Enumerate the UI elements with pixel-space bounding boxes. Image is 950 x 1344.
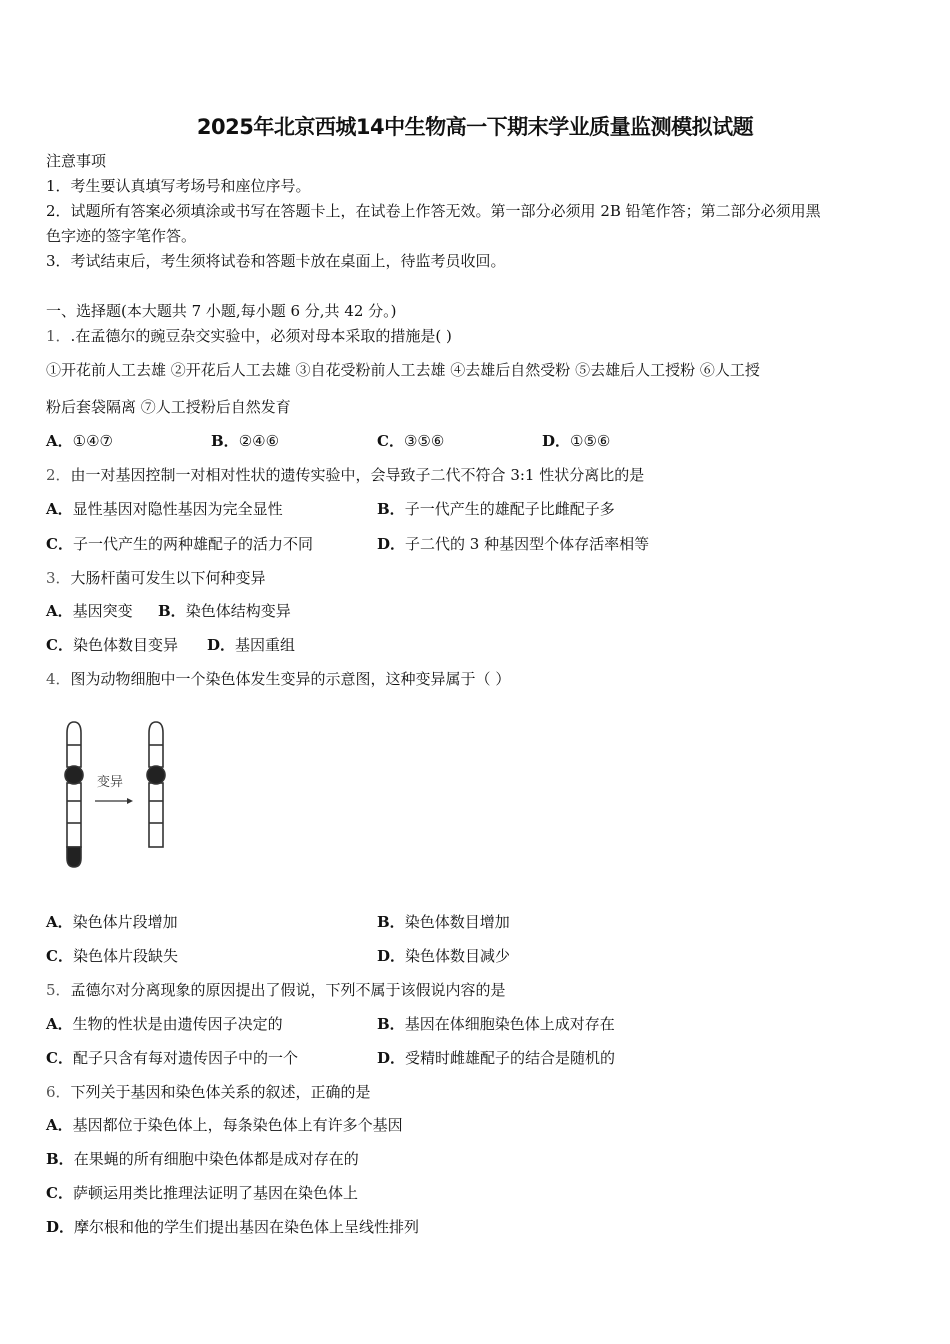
option-letter: A．	[46, 1015, 73, 1033]
question-number: 2．	[46, 466, 71, 484]
chromosome-variation-figure	[55, 715, 185, 875]
option-letter: D．	[46, 1218, 75, 1236]
option-text: 萨顿运用类比推理法证明了基因在染色体上	[72, 1184, 358, 1202]
option-text: 子一代产生的雄配子比雌配子多	[404, 500, 615, 518]
question-6-stem	[46, 1082, 371, 1102]
option-letter: A．	[46, 1116, 73, 1134]
q2-option-c[interactable]	[46, 534, 313, 554]
question-3-stem	[46, 568, 266, 588]
option-text: 基因突变	[72, 602, 133, 620]
question-5-stem	[46, 980, 506, 1000]
notice-item-2-cont: 色字迹的签字笔作答。	[46, 227, 197, 245]
option-text: ①④⑦	[72, 432, 113, 450]
option-letter: B．	[158, 602, 186, 620]
q4-option-c[interactable]	[46, 946, 178, 966]
question-number: 4．	[46, 670, 71, 688]
option-letter: C．	[46, 1184, 73, 1202]
option-letter: D．	[377, 1049, 406, 1067]
option-letter: B．	[377, 500, 405, 518]
option-letter: B．	[211, 432, 239, 450]
option-letter: B．	[377, 913, 405, 931]
option-text: ①⑤⑥	[570, 432, 611, 450]
section-heading: 一、选择题(本大题共 7 小题,每小题 6 分,共 42 分。)	[46, 302, 397, 320]
option-letter: C．	[46, 947, 73, 965]
option-text: 摩尔根和他的学生们提出基因在染色体上呈线性排列	[74, 1218, 420, 1236]
q3-option-a[interactable]	[46, 601, 133, 621]
original-chromosome-icon	[65, 722, 83, 867]
option-letter: A．	[46, 913, 73, 931]
notice-heading: 注意事项	[46, 152, 107, 170]
question-1-statements-line2: 粉后套袋隔离 ⑦人工授粉后自然发育	[46, 398, 291, 416]
q3-option-c[interactable]	[46, 635, 178, 655]
question-1-stem	[46, 326, 452, 346]
option-text: ②④⑥	[238, 432, 280, 450]
option-text: 基因重组	[235, 636, 296, 654]
option-letter: A．	[46, 500, 73, 518]
option-text: 受精时雌雄配子的结合是随机的	[405, 1049, 616, 1067]
q4-option-a[interactable]	[46, 912, 178, 932]
option-text: 在果蝇的所有细胞中染色体都是成对存在的	[73, 1150, 359, 1168]
option-letter: A．	[46, 602, 73, 620]
option-text: 基因在体细胞染色体上成对存在	[404, 1015, 615, 1033]
page-title: 2025年北京西城14中生物高一下期末学业质量监测模拟试题	[196, 115, 754, 139]
q3-option-d[interactable]	[207, 635, 295, 655]
question-number: 1．	[46, 327, 71, 345]
q5-option-d[interactable]	[377, 1048, 615, 1068]
option-letter: C．	[46, 1049, 73, 1067]
question-1-statements-line1: ①开花前人工去雄 ②开花后人工去雄 ③自花受粉前人工去雄 ④去雄后自然受粉 ⑤去雄后人工授粉 ⑥人工授	[46, 361, 760, 379]
q2-option-d[interactable]	[377, 534, 649, 554]
notice-item-2: 2．试题所有答案必须填涂或书写在答题卡上，在试卷上作答无效。第一部分必须用 2B 铅笔作答；第二部分必须用黑	[46, 202, 821, 220]
q5-option-b[interactable]	[377, 1014, 615, 1034]
q1-option-c[interactable]	[377, 431, 444, 451]
option-letter: C．	[377, 432, 404, 450]
q2-option-a[interactable]	[46, 499, 283, 519]
question-number: 3．	[46, 569, 71, 587]
question-text: 图为动物细胞中一个染色体发生变异的示意图，这种变异属于（ ）	[70, 670, 511, 688]
option-letter: B．	[46, 1150, 74, 1168]
option-letter: C．	[46, 636, 73, 654]
question-text: 大肠杆菌可发生以下何种变异	[70, 569, 266, 587]
option-text: 染色体片段缺失	[72, 947, 178, 965]
q6-option-d[interactable]	[46, 1217, 419, 1237]
option-text: 染色体数目增加	[404, 913, 510, 931]
option-letter: C．	[46, 535, 73, 553]
question-4-stem	[46, 669, 510, 689]
option-text: 染色体数目减少	[405, 947, 511, 965]
question-number: 5．	[46, 981, 71, 999]
option-text: 染色体数目变异	[72, 636, 178, 654]
option-text: 染色体结构变异	[185, 602, 291, 620]
notice-item-3: 3．考试结束后，考生须将试卷和答题卡放在桌面上，待监考员收回。	[46, 252, 506, 270]
arrow-icon	[127, 798, 133, 804]
option-text: 子一代产生的两种雄配子的活力不同	[72, 535, 313, 553]
q1-option-a[interactable]	[46, 431, 113, 451]
q6-option-b[interactable]	[46, 1149, 359, 1169]
q5-option-a[interactable]	[46, 1014, 283, 1034]
figure-label: 变异	[97, 775, 124, 790]
option-letter: D．	[207, 636, 236, 654]
question-text: 下列关于基因和染色体关系的叙述，正确的是	[70, 1083, 371, 1101]
q1-option-d[interactable]	[542, 431, 610, 451]
option-text: ③⑤⑥	[403, 432, 445, 450]
option-text: 生物的性状是由遗传因子决定的	[72, 1015, 283, 1033]
q6-option-a[interactable]	[46, 1115, 403, 1135]
option-text: 显性基因对隐性基因为完全显性	[72, 500, 283, 518]
option-text: 子二代的 3 种基因型个体存活率相等	[405, 535, 650, 553]
q3-option-b[interactable]	[158, 601, 291, 621]
option-letter: D．	[377, 535, 406, 553]
mutated-chromosome-icon	[147, 722, 165, 847]
q6-option-c[interactable]	[46, 1183, 358, 1203]
option-letter: D．	[542, 432, 571, 450]
option-text: 配子只含有每对遗传因子中的一个	[72, 1049, 298, 1067]
question-2-stem	[46, 465, 644, 485]
option-letter: D．	[377, 947, 406, 965]
option-letter: A．	[46, 432, 73, 450]
question-text: 孟德尔对分离现象的原因提出了假说，下列不属于该假说内容的是	[70, 981, 506, 999]
option-text: 基因都位于染色体上，每条染色体上有许多个基因	[72, 1116, 403, 1134]
question-text: .在孟德尔的豌豆杂交实验中，必须对母本采取的措施是( )	[70, 327, 452, 345]
notice-item-1: 1．考生要认真填写考场号和座位序号。	[46, 177, 311, 195]
q1-option-b[interactable]	[211, 431, 279, 451]
question-text: 由一对基因控制一对相对性状的遗传实验中，会导致子二代不符合 3:1 性状分离比的是	[70, 466, 645, 484]
q4-option-d[interactable]	[377, 946, 510, 966]
option-text: 染色体片段增加	[72, 913, 178, 931]
q5-option-c[interactable]	[46, 1048, 298, 1068]
option-letter: B．	[377, 1015, 405, 1033]
question-number: 6．	[46, 1083, 71, 1101]
q4-option-b[interactable]	[377, 912, 510, 932]
q2-option-b[interactable]	[377, 499, 615, 519]
